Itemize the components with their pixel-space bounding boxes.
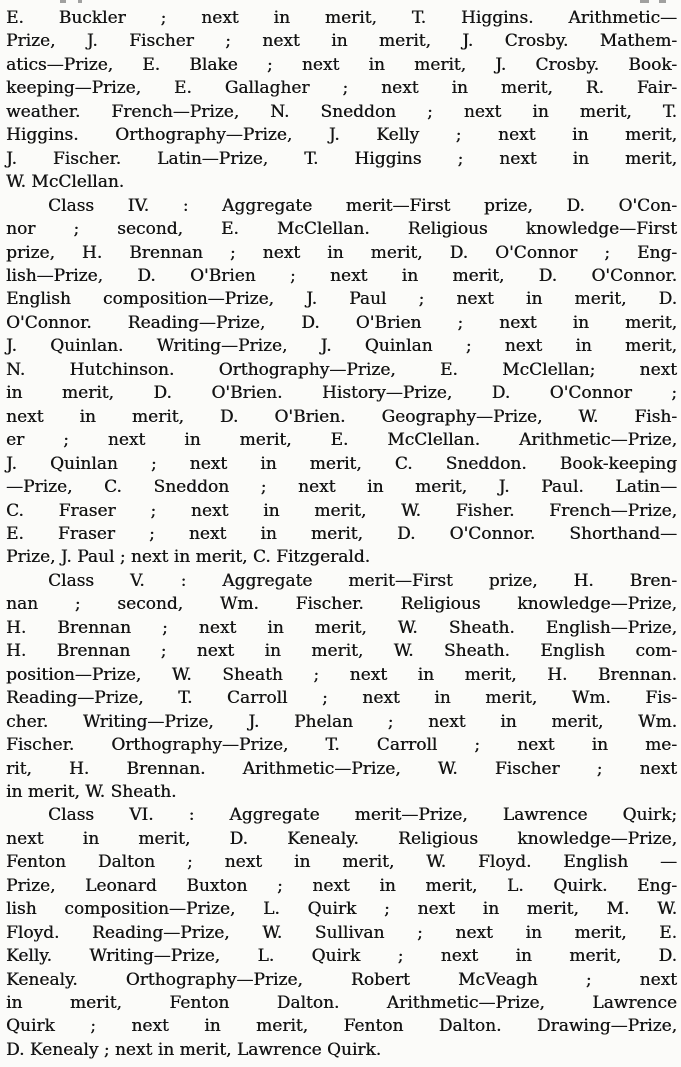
text-line: nor ; second, E. McClellan. Religious knowledge—First: [6, 219, 677, 240]
text-line: E. Buckler ; next in merit, T. Higgins. Arithmetic—: [6, 8, 677, 28]
text-line: Class IV. : Aggregate merit—First prize, D. O'Con-: [48, 195, 677, 216]
text-line: lish composition—Prize, L. Quirk ; next in merit, M. W.: [6, 899, 677, 920]
scan-edge-artifact: [0, 0, 681, 7]
text-line: E. Fraser ; next in merit, D. O'Connor. Shorthand—: [6, 523, 677, 544]
text-line: in merit, Fenton Dalton. Arithmetic—Prize, Lawrence: [6, 993, 677, 1014]
text-line: cher. Writing—Prize, J. Phelan ; next in merit, Wm.: [6, 711, 677, 732]
text-line: Fischer. Orthography—Prize, T. Carroll ; next in me-: [6, 735, 677, 756]
text-line: Prize, J. Fischer ; next in merit, J. Crosby. Mathem-: [6, 31, 677, 52]
text-line: W. McClellan.: [6, 172, 125, 193]
text-line: D. Kenealy ; next in merit, Lawrence Quirk.: [6, 1039, 382, 1060]
text-line: J. Quinlan ; next in merit, C. Sneddon. Book-keeping: [6, 453, 677, 474]
text-line: Fenton Dalton ; next in merit, W. Floyd. English —: [6, 852, 677, 873]
text-line: atics—Prize, E. Blake ; next in merit, J. Crosby. Book-: [6, 54, 677, 75]
text-line: next in merit, D. O'Brien. Geography—Prize, W. Fish-: [6, 406, 677, 427]
text-line: —Prize, C. Sneddon ; next in merit, J. Paul. Latin—: [6, 477, 677, 498]
text-line: English composition—Prize, J. Paul ; next in merit, D.: [6, 289, 677, 310]
text-line: Reading—Prize, T. Carroll ; next in merit, Wm. Fis-: [6, 688, 677, 709]
text-line: weather. French—Prize, N. Sneddon ; next in merit, T.: [6, 101, 677, 122]
text-line: N. Hutchinson. Orthography—Prize, E. McClellan; next: [6, 359, 677, 380]
text-line: C. Fraser ; next in merit, W. Fisher. French—Prize,: [6, 500, 677, 521]
text-line: J. Quinlan. Writing—Prize, J. Quinlan ; next in merit,: [6, 336, 677, 357]
text-line: J. Fischer. Latin—Prize, T. Higgins ; next in merit,: [6, 148, 677, 169]
text-line: Class VI. : Aggregate merit—Prize, Lawrence Quirk;: [48, 805, 677, 826]
text-line: Kenealy. Orthography—Prize, Robert McVeagh ; next: [6, 969, 677, 990]
text-line: er ; next in merit, E. McClellan. Arithmetic—Prize,: [6, 430, 677, 451]
text-line: nan ; second, Wm. Fischer. Religious knowledge—Prize,: [6, 594, 677, 615]
text-line: prize, H. Brennan ; next in merit, D. O'Connor ; Eng-: [6, 242, 677, 263]
text-line: in merit, W. Sheath.: [6, 781, 177, 802]
text-line: Quirk ; next in merit, Fenton Dalton. Drawing—Prize,: [6, 1016, 677, 1037]
text-line: H. Brennan ; next in merit, W. Sheath. English com-: [6, 641, 677, 662]
text-line: lish—Prize, D. O'Brien ; next in merit, D. O'Connor.: [6, 265, 677, 286]
text-line: O'Connor. Reading—Prize, D. O'Brien ; next in merit,: [6, 312, 677, 333]
text-line: Kelly. Writing—Prize, L. Quirk ; next in merit, D.: [6, 946, 677, 967]
text-line: keeping—Prize, E. Gallagher ; next in merit, R. Fair-: [6, 78, 677, 99]
text-line: position—Prize, W. Sheath ; next in merit, H. Brennan.: [6, 664, 677, 685]
text-line: Prize, Leonard Buxton ; next in merit, L. Quirk. Eng-: [6, 875, 677, 896]
text-line: next in merit, D. Kenealy. Religious knowledge—Prize,: [6, 828, 677, 849]
text-line: Prize, J. Paul ; next in merit, C. Fitzgerald.: [6, 547, 371, 568]
text-line: Higgins. Orthography—Prize, J. Kelly ; next in merit,: [6, 125, 677, 146]
text-line: in merit, D. O'Brien. History—Prize, D. O'Connor ;: [6, 383, 677, 404]
text-line: rit, H. Brennan. Arithmetic—Prize, W. Fischer ; next: [6, 758, 677, 779]
text-line: Floyd. Reading—Prize, W. Sullivan ; next in merit, E.: [6, 922, 677, 943]
article-column: [6, 7, 677, 1062]
text-line: Class V. : Aggregate merit—First prize, H. Bren-: [48, 570, 677, 591]
text-line: H. Brennan ; next in merit, W. Sheath. English—Prize,: [6, 617, 677, 638]
